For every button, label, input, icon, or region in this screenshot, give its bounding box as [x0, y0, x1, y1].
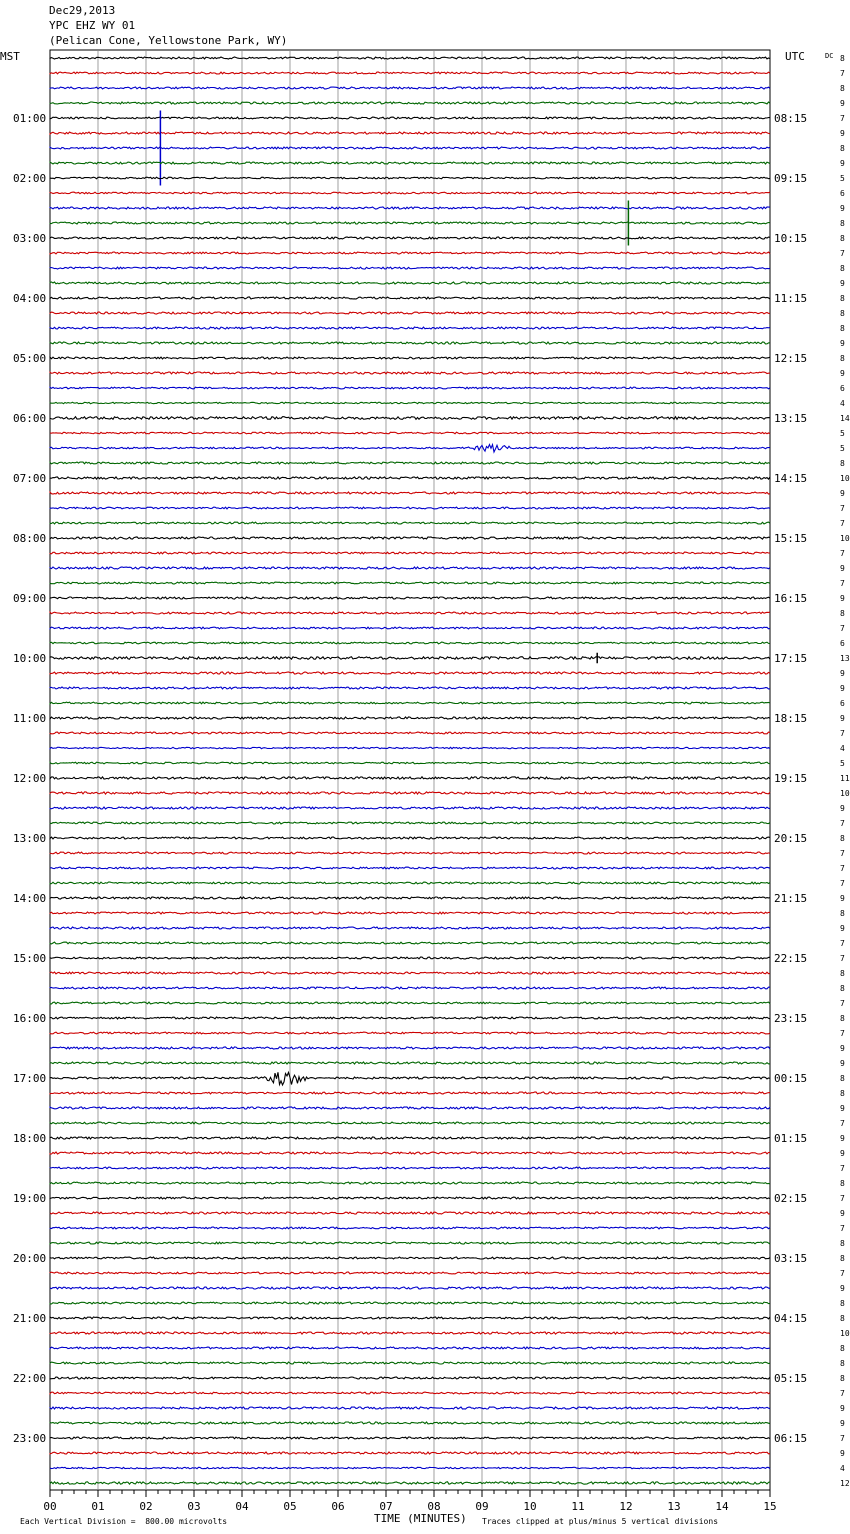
- dc-offset-label: 8: [840, 324, 845, 333]
- x-tick-label: 13: [667, 1500, 681, 1513]
- trace-line: [50, 837, 770, 839]
- right-hour-label: 19:15: [774, 772, 808, 785]
- left-hour-label: 01:00: [13, 112, 47, 125]
- trace-line: [50, 867, 770, 869]
- dc-offset-label: 8: [840, 459, 845, 468]
- trace-line: [50, 1347, 770, 1349]
- trace-line: [50, 147, 770, 149]
- trace-line: [50, 207, 770, 209]
- dc-offset-label: 8: [840, 1179, 845, 1188]
- trace-line: [50, 267, 770, 269]
- trace-line: [50, 1197, 770, 1199]
- trace-line: [50, 477, 770, 479]
- dc-offset-label: 9: [840, 594, 845, 603]
- dc-offset-label: 9: [840, 99, 845, 108]
- dc-offset-label: 8: [840, 609, 845, 618]
- left-hour-label: 12:00: [13, 772, 47, 785]
- dc-offset-label: 7: [840, 954, 845, 963]
- trace-line: [50, 687, 770, 689]
- dc-offset-label: 9: [840, 1059, 845, 1068]
- right-hour-label: 17:15: [774, 652, 808, 665]
- header-date: Dec29,2013: [49, 4, 116, 17]
- trace-line: [50, 1377, 770, 1379]
- trace-line: [50, 1482, 770, 1484]
- trace-line: [50, 1062, 770, 1064]
- right-hour-label: 16:15: [774, 592, 808, 605]
- dc-offset-label: 8: [840, 969, 845, 978]
- dc-offset-label: 8: [840, 144, 845, 153]
- x-axis-label: TIME (MINUTES): [374, 1512, 467, 1525]
- dc-offset-label: 6: [840, 189, 845, 198]
- trace-line: [50, 342, 770, 344]
- trace-line: [50, 507, 770, 509]
- right-hour-label: 10:15: [774, 232, 808, 245]
- dc-offset-label: 7: [840, 549, 845, 558]
- left-hour-label: 06:00: [13, 412, 47, 425]
- dc-offset-label: 9: [840, 204, 845, 213]
- dc-offset-label: 7: [840, 1269, 845, 1278]
- dc-offset-label: 8: [840, 1074, 845, 1083]
- dc-offset-label: 8: [840, 234, 845, 243]
- dc-offset-label: 8: [840, 1014, 845, 1023]
- trace-line: [50, 672, 770, 674]
- trace-line: [50, 717, 770, 719]
- trace-line: [50, 57, 770, 59]
- dc-offset-label: 8: [840, 1314, 845, 1323]
- trace-line: [50, 237, 770, 239]
- trace-line: [50, 297, 770, 299]
- dc-offset-label: 9: [840, 1044, 845, 1053]
- dc-offset-label: 8: [840, 1254, 845, 1263]
- dc-offset-label: 9: [840, 1209, 845, 1218]
- trace-line: [50, 987, 770, 989]
- dc-offset-label: 4: [840, 744, 845, 753]
- dc-offset-label: 8: [840, 309, 845, 318]
- trace-line: [50, 1272, 770, 1274]
- trace-line: [50, 1422, 770, 1424]
- left-hour-label: 08:00: [13, 532, 47, 545]
- right-hour-label: 08:15: [774, 112, 808, 125]
- trace-line: [50, 177, 770, 179]
- x-tick-label: 06: [331, 1500, 345, 1513]
- dc-offset-label: 9: [840, 369, 845, 378]
- header-station: YPC EHZ WY 01: [49, 19, 136, 32]
- dc-offset-label: 8: [840, 984, 845, 993]
- x-tick-label: 10: [523, 1500, 537, 1513]
- dc-offset-label: 7: [840, 579, 845, 588]
- trace-line: [50, 312, 770, 314]
- trace-line: [50, 117, 770, 119]
- right-hour-label: 03:15: [774, 1252, 808, 1265]
- trace-line: [50, 972, 770, 974]
- trace-line: [50, 1182, 770, 1184]
- scale-note: Each Vertical Division = 800.00 microvolts: [20, 1517, 228, 1526]
- left-hour-label: 20:00: [13, 1252, 47, 1265]
- trace-line: [50, 852, 770, 854]
- dc-offset-label: 5: [840, 444, 845, 453]
- trace-line: [50, 1287, 770, 1289]
- right-hour-label: 02:15: [774, 1192, 808, 1205]
- right-hour-label: 15:15: [774, 532, 808, 545]
- left-hour-label: 17:00: [13, 1072, 47, 1085]
- trace-line: [50, 1332, 770, 1334]
- right-hour-label: 00:15: [774, 1072, 808, 1085]
- trace-line: [50, 132, 770, 134]
- dc-offset-label: 4: [840, 1464, 845, 1473]
- trace-line: [50, 1152, 770, 1154]
- trace-line: [50, 87, 770, 89]
- right-hour-label: 23:15: [774, 1012, 808, 1025]
- trace-line: [50, 1017, 770, 1019]
- trace-line: [50, 1437, 770, 1439]
- left-hour-label: 18:00: [13, 1132, 47, 1145]
- dc-offset-label: 12: [840, 1479, 850, 1488]
- dc-offset-label: 9: [840, 1104, 845, 1113]
- x-tick-label: 14: [715, 1500, 729, 1513]
- trace-line: [50, 567, 770, 569]
- trace-line: [50, 432, 770, 434]
- trace-line: [50, 1467, 770, 1468]
- trace-line: [50, 897, 770, 899]
- trace-line: [50, 777, 770, 779]
- dc-offset-label: 13: [840, 654, 850, 663]
- dc-offset-label: 10: [840, 474, 850, 483]
- trace-line: [50, 1302, 770, 1304]
- dc-offset-label: 7: [840, 729, 845, 738]
- x-tick-label: 12: [619, 1500, 633, 1513]
- dc-offset-label: 8: [840, 264, 845, 273]
- dc-offset-label: 7: [840, 864, 845, 873]
- dc-offset-label: 9: [840, 489, 845, 498]
- trace-line: [50, 192, 770, 194]
- dc-offset-label: 7: [840, 939, 845, 948]
- right-hour-label: 04:15: [774, 1312, 808, 1325]
- dc-offset-label: 9: [840, 804, 845, 813]
- trace-line: [50, 597, 770, 599]
- right-hour-label: 09:15: [774, 172, 808, 185]
- trace-line: [50, 807, 770, 809]
- left-hour-label: 16:00: [13, 1012, 47, 1025]
- trace-line: [50, 72, 770, 74]
- trace-line: [50, 792, 770, 794]
- dc-offset-label: 9: [840, 714, 845, 723]
- x-tick-label: 00: [43, 1500, 57, 1513]
- dc-offset-label: 9: [840, 894, 845, 903]
- left-hour-label: 14:00: [13, 892, 47, 905]
- left-hour-label: 07:00: [13, 472, 47, 485]
- left-hour-label: 03:00: [13, 232, 47, 245]
- left-hour-label: 05:00: [13, 352, 47, 365]
- dc-offset-label: 9: [840, 1449, 845, 1458]
- dc-offset-label: 6: [840, 639, 845, 648]
- trace-line: [50, 357, 770, 359]
- dc-offset-label: 6: [840, 699, 845, 708]
- dc-offset-label: 9: [840, 1404, 845, 1413]
- right-hour-label: 06:15: [774, 1432, 808, 1445]
- trace-line: [50, 882, 770, 884]
- dc-offset-label: 9: [840, 1149, 845, 1158]
- dc-offset-label: 9: [840, 1419, 845, 1428]
- dc-offset-label: 10: [840, 1329, 850, 1338]
- trace-line: [50, 1047, 770, 1049]
- trace-line: [50, 927, 770, 929]
- trace-line: [50, 732, 770, 734]
- trace-line: [50, 1317, 770, 1319]
- trace-line: [50, 102, 770, 104]
- trace-line: [50, 822, 770, 824]
- dc-offset-label: 7: [840, 1194, 845, 1203]
- x-tick-label: 04: [235, 1500, 249, 1513]
- trace-line: [50, 1452, 770, 1454]
- trace-line: [50, 1122, 770, 1124]
- dc-offset-label: 5: [840, 429, 845, 438]
- left-hour-label: 15:00: [13, 952, 47, 965]
- trace-line: [50, 612, 770, 614]
- trace-line: [50, 1212, 770, 1214]
- left-hour-label: 19:00: [13, 1192, 47, 1205]
- trace-line: [50, 1072, 770, 1085]
- dc-offset-label: 7: [840, 1389, 845, 1398]
- trace-line: [50, 222, 770, 224]
- dc-offset-label: 7: [840, 504, 845, 513]
- dc-offset-label: 9: [840, 339, 845, 348]
- left-hour-label: 22:00: [13, 1372, 47, 1385]
- x-tick-label: 09: [475, 1500, 489, 1513]
- right-hour-label: 11:15: [774, 292, 808, 305]
- dc-offset-label: 7: [840, 1119, 845, 1128]
- dc-offset-label: 7: [840, 1029, 845, 1038]
- trace-line: [50, 942, 770, 944]
- dc-offset-label: 7: [840, 624, 845, 633]
- trace-line: [50, 642, 770, 644]
- trace-line: [50, 627, 770, 629]
- dc-offset-label: 7: [840, 519, 845, 528]
- trace-line: [50, 1257, 770, 1259]
- dc-offset-label: 4: [840, 399, 845, 408]
- right-hour-label: 21:15: [774, 892, 808, 905]
- left-hour-label: 11:00: [13, 712, 47, 725]
- left-hour-label: 09:00: [13, 592, 47, 605]
- dc-offset-label: 8: [840, 219, 845, 228]
- dc-offset-label: 8: [840, 1374, 845, 1383]
- trace-line: [50, 417, 770, 420]
- dc-offset-label: 9: [840, 564, 845, 573]
- trace-line: [50, 522, 770, 524]
- dc-offset-label: 8: [840, 909, 845, 918]
- right-hour-label: 18:15: [774, 712, 808, 725]
- dc-offset-label: 8: [840, 54, 845, 63]
- trace-line: [50, 1107, 770, 1109]
- dc-offset-label: 7: [840, 879, 845, 888]
- trace-line: [50, 702, 770, 704]
- dc-offset-label: 8: [840, 1344, 845, 1353]
- x-tick-label: 15: [763, 1500, 777, 1513]
- trace-line: [50, 552, 770, 554]
- right-hour-label: 01:15: [774, 1132, 808, 1145]
- trace-line: [50, 1242, 770, 1244]
- left-hour-label: 02:00: [13, 172, 47, 185]
- dc-offset-label: 5: [840, 174, 845, 183]
- dc-offset-label: 11: [840, 774, 850, 783]
- x-tick-label: 11: [571, 1500, 585, 1513]
- trace-line: [50, 957, 770, 959]
- left-hour-label: 23:00: [13, 1432, 47, 1445]
- trace-line: [50, 372, 770, 374]
- dc-offset-label: 7: [840, 249, 845, 258]
- dc-offset-label: 7: [840, 1164, 845, 1173]
- header-location: (Pelican Cone, Yellowstone Park, WY): [49, 34, 288, 47]
- trace-line: [50, 1032, 770, 1034]
- right-hour-label: 22:15: [774, 952, 808, 965]
- dc-offset-label: 9: [840, 669, 845, 678]
- trace-line: [50, 387, 770, 389]
- trace-line: [50, 402, 770, 403]
- right-hour-label: 14:15: [774, 472, 808, 485]
- trace-line: [50, 537, 770, 539]
- trace-line: [50, 462, 770, 464]
- dc-offset-label: 8: [840, 294, 845, 303]
- dc-offset-label: 8: [840, 1089, 845, 1098]
- dc-offset-label: 8: [840, 1359, 845, 1368]
- dc-offset-label: 7: [840, 849, 845, 858]
- trace-line: [50, 1227, 770, 1229]
- right-hour-label: 12:15: [774, 352, 808, 365]
- dc-offset-label: 8: [840, 1239, 845, 1248]
- dc-offset-label: 8: [840, 834, 845, 843]
- dc-offset-label: 9: [840, 1134, 845, 1143]
- dc-offset-label: 7: [840, 69, 845, 78]
- left-hour-label: 10:00: [13, 652, 47, 665]
- dc-offset-label: 8: [840, 354, 845, 363]
- trace-line: [50, 657, 770, 660]
- trace-line: [50, 162, 770, 164]
- left-timezone-label: MST: [0, 50, 20, 63]
- left-hour-label: 13:00: [13, 832, 47, 845]
- dc-offset-label: 8: [840, 1299, 845, 1308]
- dc-offset-label: 9: [840, 159, 845, 168]
- trace-line: [50, 1092, 770, 1094]
- dc-offset-label: 7: [840, 999, 845, 1008]
- dc-offset-label: 14: [840, 414, 850, 423]
- trace-line: [50, 1167, 770, 1169]
- right-hour-label: 13:15: [774, 412, 808, 425]
- trace-line: [50, 912, 770, 914]
- dc-offset-label: 6: [840, 384, 845, 393]
- dc-offset-label: 5: [840, 759, 845, 768]
- dc-offset-label: 7: [840, 114, 845, 123]
- dc-offset-label: 7: [840, 1434, 845, 1443]
- x-tick-label: 07: [379, 1500, 393, 1513]
- dc-offset-label: 7: [840, 1224, 845, 1233]
- right-timezone-label: UTC: [785, 50, 805, 63]
- left-hour-label: 21:00: [13, 1312, 47, 1325]
- x-tick-label: 02: [139, 1500, 153, 1513]
- trace-line: [50, 1407, 770, 1409]
- dc-offset-label: 10: [840, 534, 850, 543]
- left-hour-label: 04:00: [13, 292, 47, 305]
- trace-line: [50, 327, 770, 329]
- x-tick-label: 03: [187, 1500, 201, 1513]
- trace-line: [50, 582, 770, 584]
- trace-line: [50, 1362, 770, 1364]
- trace-line: [50, 1002, 770, 1004]
- dc-offset-label: 7: [840, 819, 845, 828]
- trace-line: [50, 747, 770, 748]
- trace-line: [50, 282, 770, 284]
- dc-offset-label: 9: [840, 1284, 845, 1293]
- trace-line: [50, 762, 770, 764]
- dc-offset-label: 9: [840, 129, 845, 138]
- dc-offset-label: 10: [840, 789, 850, 798]
- trace-line: [50, 1392, 770, 1394]
- dc-offset-label: 9: [840, 279, 845, 288]
- dc-offset-label: 9: [840, 684, 845, 693]
- dc-offset-label: 9: [840, 924, 845, 933]
- clip-note: Traces clipped at plus/minus 5 vertical divisions: [482, 1517, 719, 1526]
- trace-line: [50, 445, 770, 453]
- trace-line: [50, 1137, 770, 1139]
- x-tick-label: 05: [283, 1500, 297, 1513]
- x-tick-label: 08: [427, 1500, 441, 1513]
- right-hour-label: 20:15: [774, 832, 808, 845]
- trace-line: [50, 252, 770, 254]
- trace-line: [50, 492, 770, 494]
- dc-offset-label: 8: [840, 84, 845, 93]
- right-hour-label: 05:15: [774, 1372, 808, 1385]
- dc-header-label: DC: [825, 52, 834, 60]
- x-tick-label: 01: [91, 1500, 105, 1513]
